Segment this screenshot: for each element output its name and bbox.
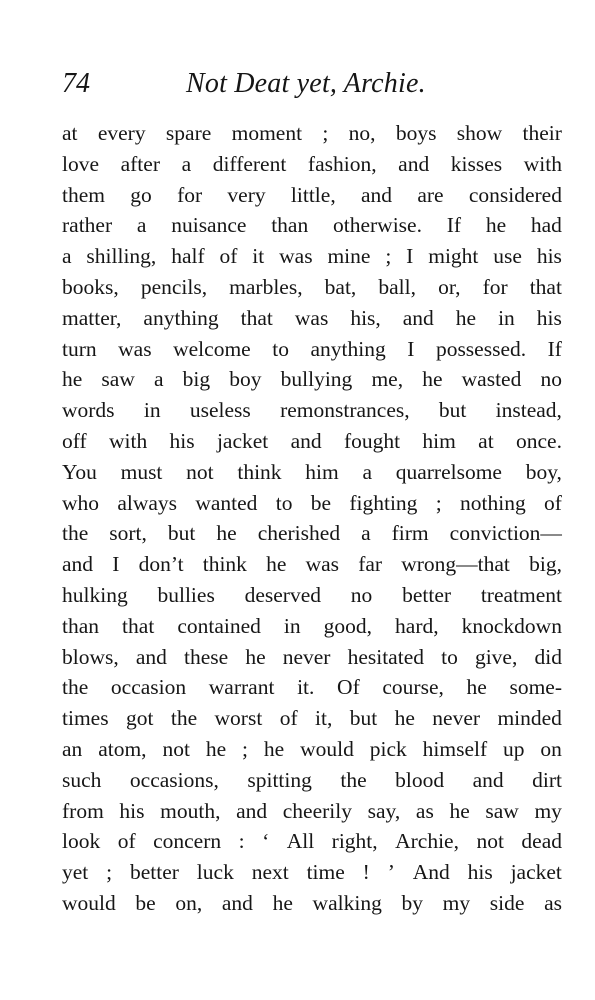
text-line: books, pencils, marbles, bat, ball, or, for that	[62, 274, 562, 299]
text-line: love after a different fashion, and kisses with	[62, 151, 562, 176]
running-head	[62, 64, 565, 104]
text-line: an atom, not he ; he would pick himself up on	[62, 736, 562, 761]
text-line: from his mouth, and cheerily say, as he saw my	[62, 798, 562, 823]
text-line: them go for very little, and are considered	[62, 182, 562, 207]
text-line: and I don’t think he was far wrong—that big,	[62, 552, 562, 577]
text-line: would be on, and he walking by my side as	[62, 890, 562, 915]
text-line: at every spare moment ; no, boys show their	[62, 121, 562, 145]
text-line: off with his jacket and fought him at once.	[62, 428, 562, 453]
text-line: who always wanted to be fighting ; nothing of	[62, 490, 562, 515]
body-text	[62, 118, 562, 919]
text-line: he saw a big boy bullying me, he wasted no	[62, 367, 562, 392]
text-line: hulking bullies deserved no better treatment	[62, 582, 562, 607]
text-line: yet ; better luck next time ! ’ And his jacket	[62, 860, 562, 885]
text-line: the occasion warrant it. Of course, he some-	[62, 675, 562, 700]
text-line: times got the worst of it, but he never minded	[62, 706, 562, 731]
text-line: than that contained in good, hard, knockdown	[62, 613, 562, 638]
text-line: look of concern : ‘ All right, Archie, not dead	[62, 829, 562, 854]
text-line: a shilling, half of it was mine ; I might use his	[62, 244, 562, 269]
text-line: such occasions, spitting the blood and dirt	[62, 767, 562, 792]
text-line: the sort, but he cherished a firm conviction—	[62, 521, 562, 546]
text-line: turn was welcome to anything I possessed. If	[62, 336, 562, 361]
text-line: rather a nuisance than otherwise. If he had	[62, 213, 562, 238]
text-line: words in useless remonstrances, but instead,	[62, 398, 562, 423]
page-number: 74	[62, 68, 90, 99]
running-title: Not Deat yet, Archie.	[186, 68, 426, 99]
text-line: matter, anything that was his, and he in his	[62, 305, 562, 330]
text-line: blows, and these he never hesitated to give, did	[62, 644, 562, 669]
text-line: You must not think him a quarrelsome boy,	[62, 459, 562, 484]
